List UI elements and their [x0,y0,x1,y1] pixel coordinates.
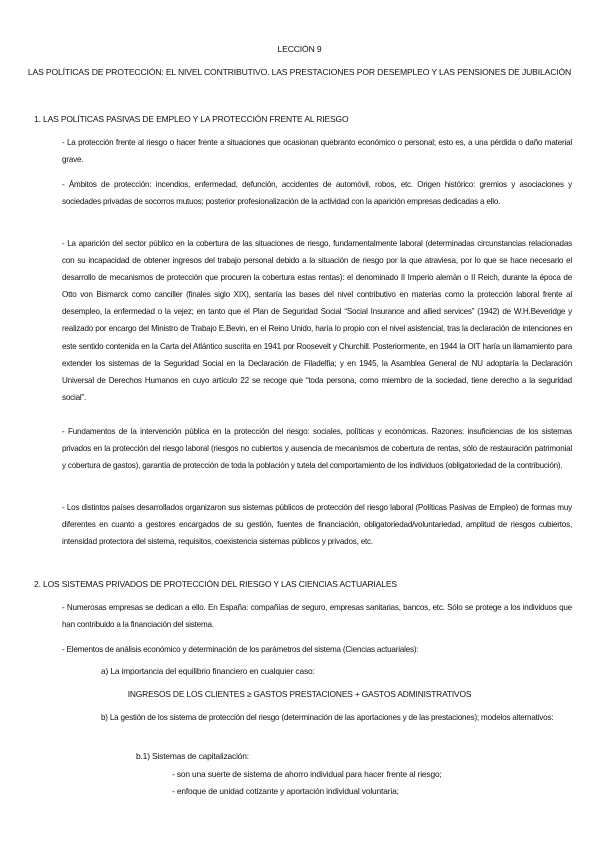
formula: INGRESOS DE LOS CLIENTES ≥ GASTOS PRESTACIONES + GASTOS ADMINISTRATIVOS [127,689,472,699]
section-2-heading: 2. LOS SISTEMAS PRIVADOS DE PROTECCIÓN DEL RIESGO Y LAS CIENCIAS ACTUARIALES [34,579,397,589]
section-1-paragraph-4: - Fundamentos de la intervención pública en la protección del riesgo: sociales, políticas y económicas. Razones: insuficiencias de los sistemas privados en la protección del riesgo laboral (riesgos no cubiertos y ausencia de mecanismos de cobertura de rentas, sólo de restauración patrimonial y cobertura de gastos), garantía de protección de toda la población y tutela del comportamiento de los individuos (obligatoriedad de la contribución). [62,427,572,471]
item-b1: b.1) Sistemas de capitalización: [136,751,249,761]
section-1-heading: 1. LAS POLÍTICAS PASIVAS DE EMPLEO Y LA PROTECCIÓN FRENTE AL RIESGO [34,114,349,124]
section-2-paragraph-2: - Elementos de análisis económico y determinación de los parámetros del sistema (Ciencias actuariales): [62,645,419,654]
section-2-paragraph-1: - Numerosas empresas se dedican a ello. En España: compañías de seguro, empresas sanitarias, bancos, etc. Sólo se protege a los individuos que han contribuido a la financiación del sistema. [62,603,572,630]
bullet-2: - enfoque de unidad cotizante y aportación individual voluntaria; [172,786,399,796]
section-1-paragraph-5: - Los distintos países desarrollados organizaron sus sistemas públicos de protección del riesgo laboral (Políticas Pasivas de Empleo) de formas muy diferentes en cuanto a gestores encargados de su gestión, fuentes de financiación, obligatoriedad/voluntariedad, amplitud de riesgos cubiertos, intensidad protectora del sistema, requisitos, coexistencia sistemas públicos y privados, etc. [62,503,572,547]
section-1-paragraph-2: - Ámbitos de protección: incendios, enfermedad, defunción, accidentes de automóvil, robos, etc. Origen histórico: gremios y asociaciones y sociedades privadas de socorros mutuos; posterior profesionalización de la actividad con la aparición empresas dedicadas a ello. [62,180,572,207]
section-1-paragraph-3: - La aparición del sector público en la cobertura de las situaciones de riesgo, fundamentalmente laboral (determinadas circunstancias relacionadas con su incapacidad de obtener ingresos del trabajo personal debido a la situación de riesgo por la que atraviesa, por lo que se hace necesario el desarrollo de mecanismos de protección que procuren la cobertura estas rentas): el denominado II Imperio alemán o II Reich, durante la época de Otto von Bismarck como canciller (finales siglo XIX), sentaría las bases del nivel contributivo en materias como la protección laboral frente al desempleo, la enfermedad o la vejez; en tanto que el Plan de Seguridad Social “Social Insurance and allied services” (1942) de W.H.Beveridge y realizado por encargo del Ministro de Trabajo E.Bevin, en el Reino Unido, haría lo propio con el nivel asistencial, tras la declaración de intenciones en este sentido contenida en la Carta del Atlántico suscrita en 1941 por Roosevelt y Churchill. Posteriormente, en 1944 la OIT haría un llamamiento para extender los sistemas de la Seguridad Social en la Declaración de Filadelfia; y en 1945, la Asamblea General de NU adoptaría la Declaración Universal de Derechos Humanos en cuyo artículo 22 se recoge que “toda persona, como miembro de la sociedad, tiene derecho a la seguridad social”. [62,239,572,402]
section-1-paragraph-1: - La protección frente al riesgo o hacer frente a situaciones que ocasionan quebranto económico o personal; esto es, a una pérdida o daño material grave. [62,138,572,165]
item-a: a) La importancia del equilibrio financiero en cualquier caso: [101,666,315,676]
document-title: LAS POLÍTICAS DE PROTECCIÓN: EL NIVEL CONTRIBUTIVO. LAS PRESTACIONES POR DESEMPLEO Y LAS PENSIONES DE JUBILACIÓN [27,67,572,77]
item-b: b) La gestión de los sistema de protección del riesgo (determinación de las aportaciones y de las prestaciones); modelos alternativos: [101,713,554,722]
bullet-1: - son una suerte de sistema de ahorro individual para hacer frente al riesgo; [172,769,442,779]
lesson-number: LECCIÓN 9 [277,44,322,54]
